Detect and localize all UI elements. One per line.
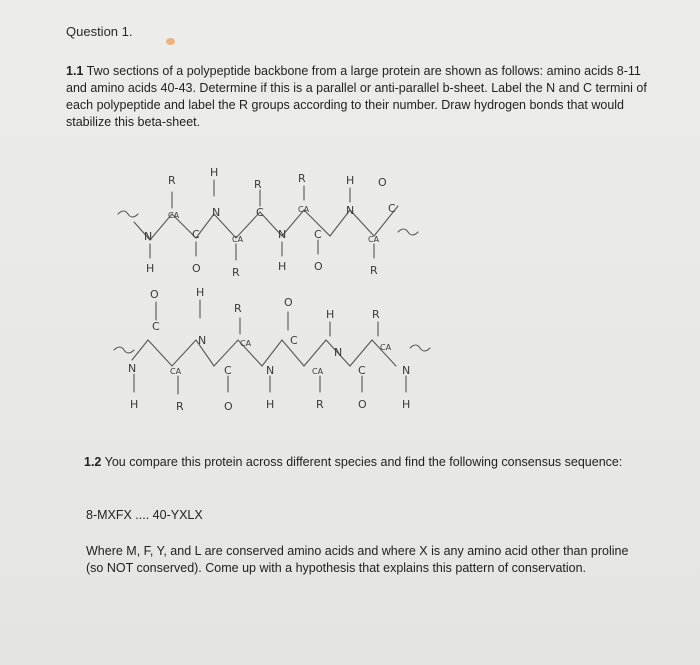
- upper-ca2-label: CA: [232, 235, 244, 244]
- lower-r3-label: R: [316, 398, 324, 411]
- upper-ca1-label: CA: [168, 211, 180, 220]
- upper-strand: [118, 166, 418, 279]
- lower-o2-label: O: [224, 400, 233, 413]
- lower-n3-label: N: [266, 364, 275, 377]
- consensus-sequence: 8-MXFX .... 40-YXLX: [86, 508, 203, 522]
- lower-c2-label: C: [224, 364, 232, 377]
- lower-r1-label: R: [176, 400, 184, 413]
- lower-n5-label: N: [402, 364, 411, 377]
- lower-strand: [114, 286, 430, 413]
- upper-o2-label: O: [314, 260, 323, 273]
- part-1-1-number: 1.1: [66, 64, 84, 78]
- upper-h1-label: H: [146, 262, 155, 275]
- upper-h2-label: H: [210, 166, 219, 179]
- lower-ca1-label: CA: [170, 367, 182, 376]
- upper-r4-label: R: [298, 172, 306, 185]
- lower-c3-label: C: [290, 334, 298, 347]
- question-title: Question 1.: [66, 24, 133, 39]
- upper-c3-label: C: [314, 228, 322, 241]
- lower-n4-label: N: [334, 346, 343, 359]
- upper-n3-label: N: [278, 228, 287, 241]
- upper-c4-label: C: [388, 202, 396, 215]
- part-1-2-text: You compare this protein across different species and find the following consensus sequence:: [104, 455, 623, 469]
- lower-h2-label: H: [196, 286, 205, 299]
- upper-r2-label: R: [232, 266, 240, 279]
- part-1-2-paragraph: [84, 454, 644, 471]
- upper-o3-label: O: [378, 176, 387, 189]
- upper-ca4-label: CA: [368, 235, 380, 244]
- lower-ca3-label: CA: [312, 367, 324, 376]
- part-1-3-paragraph: Where M, F, Y, and L are conserved amino acids and where X is any amino acid other than proline (so NOT conserved). Come up with a hypothesis that explains this pattern of conservation.: [86, 544, 629, 575]
- lower-n1-label: N: [128, 362, 137, 375]
- upper-c1-label: C: [192, 228, 200, 241]
- lower-h5-label: H: [402, 398, 411, 411]
- lower-o4-label: O: [358, 398, 367, 411]
- upper-h3-label: H: [278, 260, 287, 273]
- lower-ca4-label: CA: [380, 343, 392, 352]
- upper-r5-label: R: [370, 264, 378, 277]
- part-1-2-number: 1.2: [84, 455, 102, 469]
- lower-o1-label: O: [150, 288, 159, 301]
- lower-h4-label: H: [326, 308, 335, 321]
- lower-ca2-label: CA: [240, 339, 252, 348]
- upper-o1-label: O: [192, 262, 201, 275]
- lower-h3-label: H: [266, 398, 275, 411]
- upper-n2-label: N: [212, 206, 221, 219]
- lower-n2-label: N: [198, 334, 207, 347]
- lower-c1-label: C: [152, 320, 160, 333]
- upper-c2-label: C: [256, 206, 264, 219]
- lower-c4-label: C: [358, 364, 366, 377]
- lower-r2-label: R: [234, 302, 242, 315]
- upper-r1-label: R: [168, 174, 176, 187]
- upper-r3-label: R: [254, 178, 262, 191]
- part-1-1-text: Two sections of a polypeptide backbone from a large protein are shown as follows: amino acids 8-11 and amino acids 40-43. Determine if this is a parallel or anti-parallel b-sheet. Label the N and C termini of each polypeptide and label the R groups according to their number. Draw hydrogen bonds that would stabilize this beta-sheet.: [66, 64, 647, 129]
- lower-o3-label: O: [284, 296, 293, 309]
- lower-r4-label: R: [372, 308, 380, 321]
- upper-ca3-label: CA: [298, 205, 310, 214]
- upper-n1-label: N: [144, 230, 153, 243]
- upper-h4-label: H: [346, 174, 355, 187]
- upper-n4-label: N: [346, 204, 355, 217]
- lower-h1-label: H: [130, 398, 139, 411]
